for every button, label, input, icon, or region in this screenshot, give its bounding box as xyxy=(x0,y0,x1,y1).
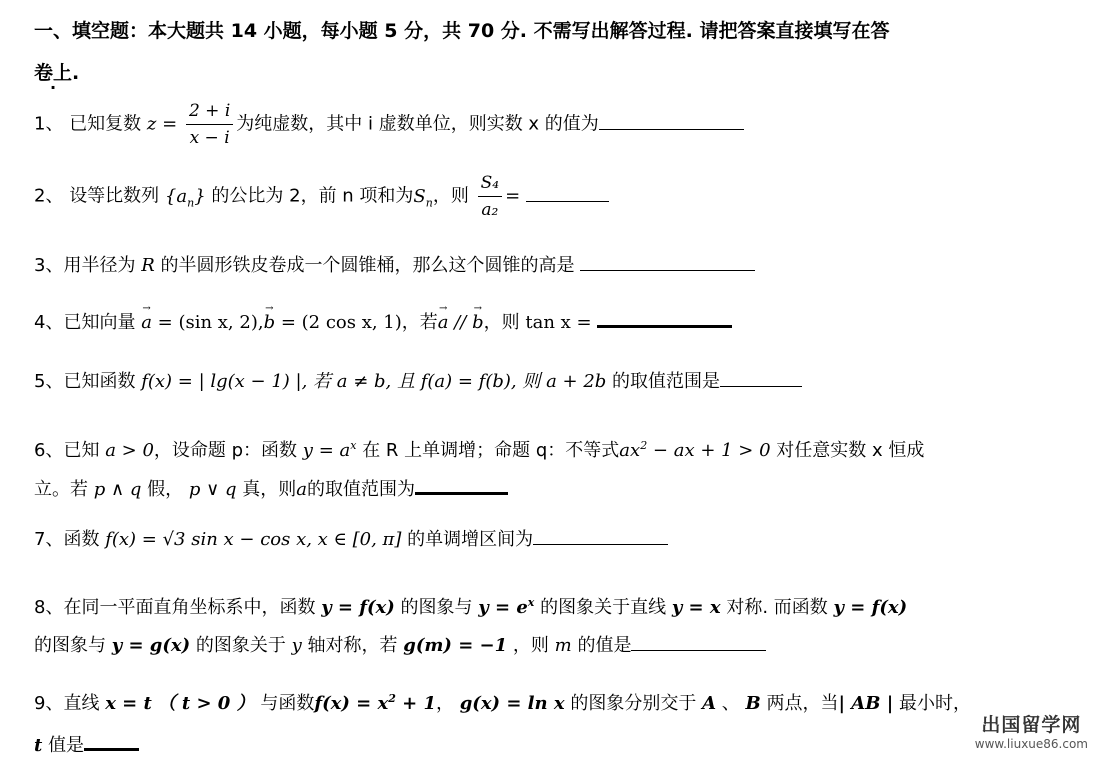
question-text: 设等比数列 xyxy=(69,185,160,207)
question-text: ，则 xyxy=(483,312,520,333)
question-6 xyxy=(34,431,924,466)
math-expr: ax xyxy=(619,440,641,461)
math-expr: = (sin x, 2), xyxy=(151,312,264,333)
question-text: 直线 xyxy=(63,693,100,714)
watermark-title: 出国留学网 xyxy=(981,714,1082,736)
question-text: 已知函数 xyxy=(63,371,136,392)
question-number: 8、 xyxy=(34,597,64,618)
math-expr: y = g(x) xyxy=(111,635,191,656)
question-number: 6、 xyxy=(34,440,64,461)
fraction-numerator: 2 + i xyxy=(186,98,233,125)
math-expr: f(x) = x xyxy=(314,693,389,714)
question-text: 的值是 xyxy=(577,635,632,656)
question-text: 轴对称，若 xyxy=(307,635,398,656)
fraction-numerator: S₄ xyxy=(478,170,502,197)
question-text: 、 xyxy=(721,693,740,714)
question-text: 已知向量 xyxy=(63,312,136,333)
math-expr: g(m) = −1 xyxy=(403,635,508,656)
math-expr: y = a xyxy=(302,440,351,461)
question-8-line2 xyxy=(34,631,766,661)
math-expr: y = x xyxy=(671,597,721,618)
question-7 xyxy=(34,525,668,555)
vector-b: → b xyxy=(264,308,276,338)
question-5 xyxy=(34,367,802,397)
fraction xyxy=(186,98,233,151)
math-expr: B xyxy=(745,693,761,714)
question-number: 4、 xyxy=(34,312,64,333)
answer-blank[interactable] xyxy=(526,183,609,202)
vector-a: → a xyxy=(141,308,152,338)
math-expr: {a xyxy=(164,185,188,207)
answer-blank[interactable] xyxy=(720,368,802,387)
question-number: 5、 xyxy=(34,371,64,392)
answer-blank[interactable] xyxy=(597,307,732,328)
question-text: 用半径为 xyxy=(63,255,136,276)
question-text: 值是 xyxy=(48,735,85,756)
math-expr: x = t xyxy=(105,693,152,714)
fraction-denominator: a₂ xyxy=(481,200,499,220)
question-text: 真，则 xyxy=(242,479,297,500)
question-text: ， xyxy=(435,693,454,714)
question-text: ，则 xyxy=(432,185,469,207)
question-text: 的公比为 2，前 n 项和为 xyxy=(211,185,414,207)
question-text: 立。若 xyxy=(34,479,88,500)
math-expr: y xyxy=(291,635,302,656)
math-expr: y = f(x) xyxy=(833,597,908,618)
answer-blank[interactable] xyxy=(580,252,755,271)
question-6-line2 xyxy=(34,474,508,505)
math-expr: f(x) = | lg(x − 1) |, 若 a ≠ b, 且 f(a) = f(b), 则 a + 2b xyxy=(141,371,607,392)
question-text: 最小时， xyxy=(899,693,972,714)
math-expr: A xyxy=(702,693,717,714)
question-text: 的图象分别交于 xyxy=(570,693,697,714)
math-expr: R xyxy=(141,255,155,276)
math-expr: g(x) = ln x xyxy=(459,693,565,714)
question-3 xyxy=(34,251,755,281)
math-expr: = xyxy=(505,185,521,207)
question-text: 的取值范围是 xyxy=(612,371,721,392)
question-1 xyxy=(34,98,744,151)
watermark-url: www.liuxue86.com xyxy=(974,737,1088,751)
question-text: ，则 xyxy=(512,635,549,656)
question-text: 已知 xyxy=(63,440,100,461)
math-expr: t xyxy=(34,735,43,756)
math-expr: p ∧ q xyxy=(93,479,142,500)
answer-blank[interactable] xyxy=(533,526,668,545)
question-text: 的图象关于直线 xyxy=(540,597,667,618)
section-heading xyxy=(34,10,1074,94)
question-text: 假， xyxy=(147,479,184,500)
answer-blank[interactable] xyxy=(415,474,508,495)
question-text: 对称. 而函数 xyxy=(726,597,828,618)
math-expr: tan x = xyxy=(525,312,592,333)
question-2 xyxy=(34,170,609,223)
math-expr: p ∨ q xyxy=(188,479,237,500)
math-sub: n xyxy=(187,196,195,210)
question-4 xyxy=(34,307,732,338)
answer-blank[interactable] xyxy=(599,111,744,130)
heading-line2: 卷上 xyxy=(34,62,73,84)
math-expr: z = xyxy=(146,113,178,135)
math-expr: } xyxy=(194,185,206,207)
question-text: 与函数 xyxy=(260,693,315,714)
heading-line1: 一、填空题：本大题共 14 小题，每小题 5 分，共 70 分. 不需写出解答过程. 请把答案直接填写在答 xyxy=(34,20,890,42)
math-expr: + 1 xyxy=(395,693,436,714)
math-expr: m xyxy=(554,635,572,656)
math-expr: （ t > 0 ） xyxy=(157,693,255,714)
answer-blank[interactable] xyxy=(631,632,766,651)
math-expr: f(x) = √3 sin x − cos x, x ∈ [0, π] xyxy=(105,529,402,550)
question-text: 已知复数 xyxy=(69,113,142,135)
question-text: 的图象关于 xyxy=(195,635,286,656)
math-expr: y = f(x) xyxy=(321,597,395,618)
fraction-denominator: x − i xyxy=(189,128,230,148)
math-expr: // xyxy=(448,312,473,333)
question-number: 9、 xyxy=(34,693,64,714)
question-number: 1、 xyxy=(34,113,64,135)
question-number: 3、 xyxy=(34,255,64,276)
question-text: ，若 xyxy=(401,312,438,333)
math-expr: a > 0 xyxy=(105,440,154,461)
question-text: 两点，当 xyxy=(766,693,839,714)
question-text: 的取值范围为 xyxy=(307,479,416,500)
question-text: 的图象与 xyxy=(34,635,106,656)
watermark-logo xyxy=(975,710,1088,751)
math-sub: n xyxy=(425,196,433,210)
question-text: 在 R 上单调增；命题 q：不等式 xyxy=(362,440,620,461)
math-expr: = (2 cos x, 1) xyxy=(275,312,402,333)
math-expr: S xyxy=(413,185,426,207)
math-expr: y = e xyxy=(478,597,528,618)
question-text: 的半圆形铁皮卷成一个圆锥桶，那么这个圆锥的高是 xyxy=(160,255,575,276)
vector-b: → b xyxy=(472,308,484,338)
answer-blank[interactable] xyxy=(84,730,139,751)
math-sup: 2 xyxy=(388,692,396,705)
vector-a: → a xyxy=(438,308,449,338)
question-9 xyxy=(34,684,971,719)
question-text: 为纯虚数，其中 i 虚数单位，则实数 x 的值为 xyxy=(236,113,599,135)
question-number: 7、 xyxy=(34,529,64,550)
question-9-line2 xyxy=(34,730,139,761)
question-text: 的单调增区间为 xyxy=(407,529,534,550)
math-expr: | AB | xyxy=(838,693,894,714)
question-number: 2、 xyxy=(34,185,64,207)
math-sup: x xyxy=(350,439,357,452)
heading-line2-end: . xyxy=(72,62,80,84)
question-8 xyxy=(34,588,907,623)
question-text: 在同一平面直角坐标系中，函数 xyxy=(63,597,316,618)
question-text: 对任意实数 x 恒成 xyxy=(776,440,925,461)
math-expr: a xyxy=(296,479,308,500)
question-text: 的图象与 xyxy=(400,597,473,618)
question-text: 函数 xyxy=(63,529,100,550)
fraction xyxy=(478,170,502,223)
question-text: ，设命题 p：函数 xyxy=(153,440,298,461)
math-sup: 2 xyxy=(640,439,648,452)
math-expr: − ax + 1 > 0 xyxy=(647,440,771,461)
math-sup: x xyxy=(527,596,535,609)
